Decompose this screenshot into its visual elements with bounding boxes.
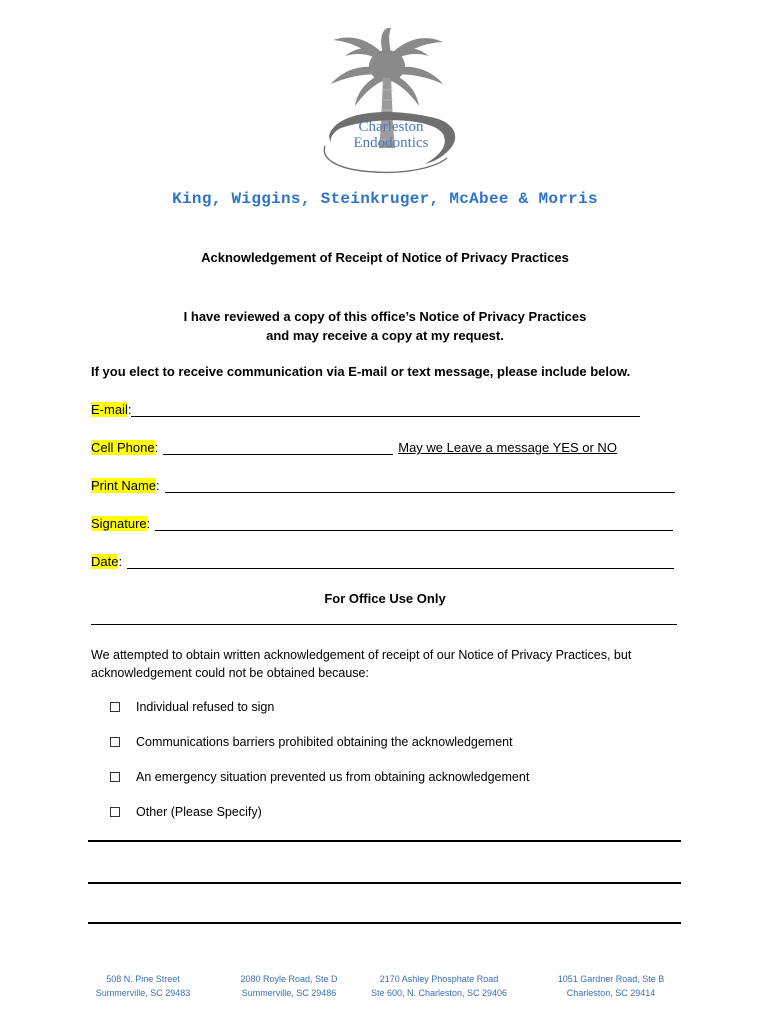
signature-field[interactable]	[155, 516, 673, 531]
email-field[interactable]	[131, 402, 640, 417]
footer-address-2	[204, 972, 374, 1000]
date-row	[91, 554, 674, 569]
footer-address-line1: 1051 Gardner Road, Ste B	[557, 974, 665, 984]
footer-address-line1: 508 N. Pine Street	[106, 974, 180, 984]
office-use-divider	[91, 624, 677, 625]
specify-line-1[interactable]	[88, 840, 681, 842]
option-communication-barriers[interactable]	[110, 735, 513, 749]
logo-text-line2: Endodontics	[353, 135, 429, 151]
communication-instruction: If you elect to receive communication via E-mail or text message, please include below.	[91, 364, 631, 379]
footer-address-line2: Summerville, SC 29486	[241, 988, 337, 998]
option-other[interactable]	[110, 805, 262, 819]
cell-phone-label: Cell Phone	[91, 440, 155, 455]
leave-message-prompt[interactable]: May we Leave a message YES or NO	[398, 440, 617, 455]
print-name-colon: :	[156, 478, 160, 493]
logo-text-line1: Charleston	[358, 119, 424, 135]
footer-address-1	[58, 972, 228, 1000]
footer-address-line1: 2170 Ashley Phosphate Road	[379, 974, 499, 984]
footer-address-line2: Ste 600, N. Charleston, SC 29406	[370, 988, 508, 998]
practice-name: King, Wiggins, Steinkruger, McAbee & Morris	[172, 190, 598, 208]
cell-phone-colon: :	[154, 440, 159, 455]
specify-line-3[interactable]	[88, 922, 681, 924]
footer-address-line1: 2080 Royle Road, Ste D	[240, 974, 338, 984]
statement-line-1: I have reviewed a copy of this office’s Notice of Privacy Practices	[183, 309, 587, 324]
charleston-endodontics-logo	[315, 28, 460, 188]
statement-line-2: and may receive a copy at my request.	[266, 328, 504, 343]
email-label: E-mail	[91, 402, 128, 417]
date-label: Date	[91, 554, 119, 569]
email-colon: :	[127, 402, 132, 417]
email-row	[91, 402, 640, 417]
specify-line-2[interactable]	[88, 882, 681, 884]
document-title: Acknowledgement of Receipt of Notice of Privacy Practices	[201, 250, 569, 265]
checkbox[interactable]	[110, 807, 120, 817]
checkbox[interactable]	[110, 772, 120, 782]
cell-phone-row	[91, 440, 668, 455]
acknowledgement-statement	[0, 307, 770, 345]
signature-row	[91, 516, 673, 531]
print-name-field[interactable]	[165, 478, 675, 493]
print-name-label: Print Name	[91, 478, 157, 493]
date-colon: :	[118, 554, 123, 569]
office-use-title: For Office Use Only	[324, 591, 446, 606]
checkbox[interactable]	[110, 737, 120, 747]
checkbox[interactable]	[110, 702, 120, 712]
footer-address-3	[354, 972, 524, 1000]
option-refused-to-sign[interactable]	[110, 700, 274, 714]
option-emergency-situation[interactable]	[110, 770, 529, 784]
office-use-paragraph: We attempted to obtain written acknowledgement of receipt of our Notice of Privacy Practices, but acknowledgement could not be obtained because:	[91, 648, 632, 680]
option-label: Individual refused to sign	[136, 700, 275, 714]
date-field[interactable]	[127, 554, 674, 569]
print-name-row	[91, 478, 675, 493]
signature-colon: :	[146, 516, 151, 531]
signature-label: Signature	[91, 516, 147, 531]
option-label: An emergency situation prevented us from obtaining acknowledgement	[136, 770, 530, 784]
footer-address-4	[526, 972, 696, 1000]
cell-phone-field[interactable]	[163, 440, 393, 455]
footer-address-line2: Charleston, SC 29414	[566, 988, 656, 998]
option-label: Communications barriers prohibited obtaining the acknowledgement	[136, 735, 513, 749]
footer-address-line2: Summerville, SC 29483	[95, 988, 191, 998]
option-label: Other (Please Specify)	[136, 805, 262, 819]
